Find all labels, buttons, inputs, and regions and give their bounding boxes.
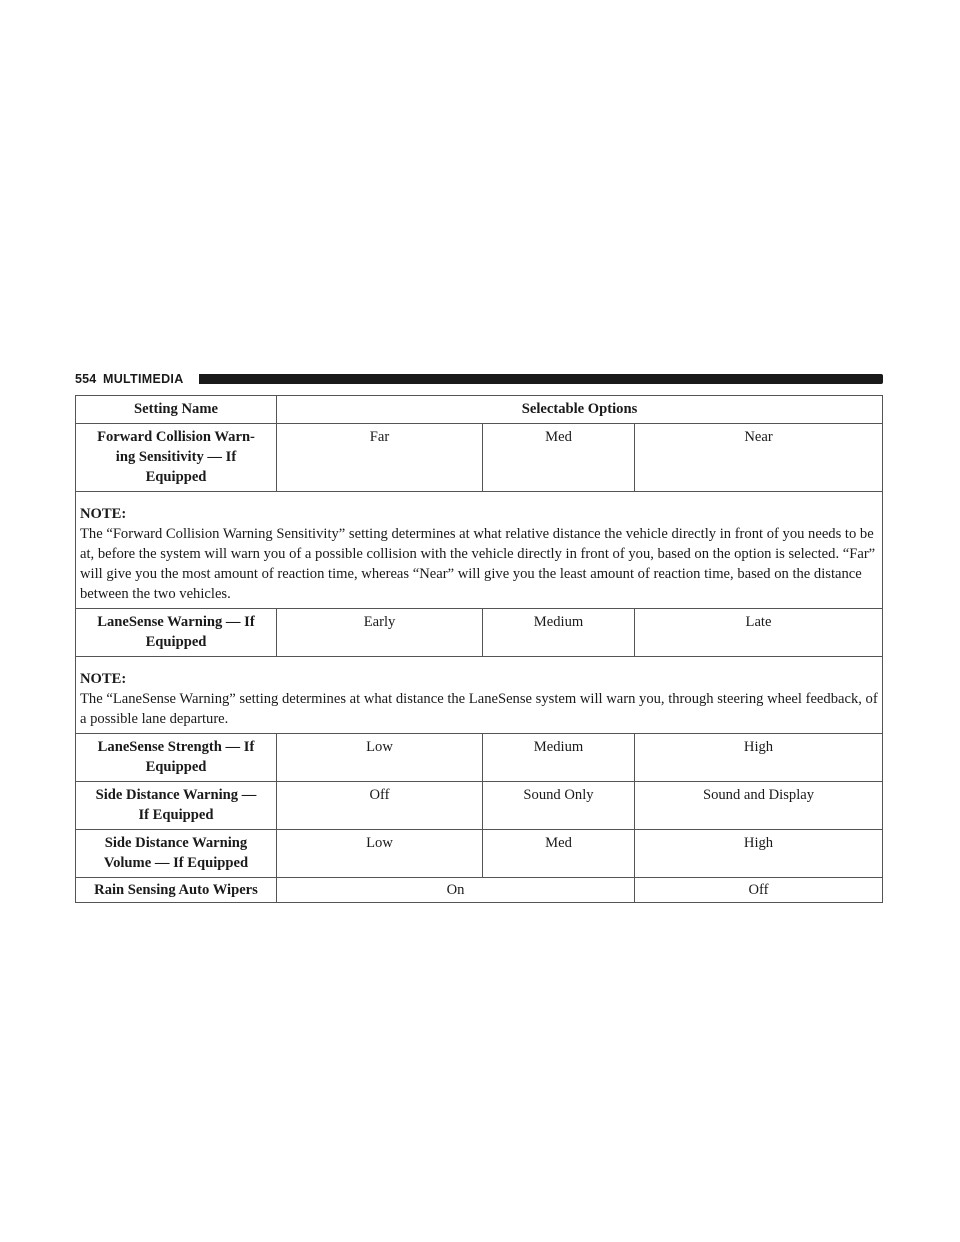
note-label: NOTE: — [80, 671, 127, 687]
option-early: Early — [277, 609, 483, 657]
setting-name-line: Volume — If Equipped — [103, 855, 249, 871]
setting-name-side-distance-volume — [76, 830, 277, 878]
header-setting-name: Setting Name — [76, 396, 277, 424]
setting-name-line: LaneSense Warning — If — [97, 614, 255, 630]
note-row-lanesense — [76, 657, 883, 734]
setting-name-lanesense-strength — [76, 734, 277, 782]
page-number: 554 — [75, 372, 97, 386]
option-med: Med — [483, 830, 635, 878]
table-row-side-distance-volume — [76, 830, 883, 878]
setting-name-forward-collision — [76, 424, 277, 492]
setting-name-side-distance-warning — [76, 782, 277, 830]
option-medium: Medium — [483, 734, 635, 782]
section-title: MULTIMEDIA — [103, 372, 184, 386]
setting-name-rain-sensing: Rain Sensing Auto Wipers — [76, 878, 277, 903]
note-text: The “Forward Collision Warning Sensitivity” setting determines at what relative distance the vehicle directly in front of you needs to be at, before the system will warn you of a possible collision with the vehicle directly in front of you, based on the option is selected. “Far” will give you the most amount of reaction time, whereas “Near” will give you the least amount of reaction time, based on the distance between the two vehicles. — [80, 526, 876, 602]
option-low: Low — [277, 734, 483, 782]
option-low: Low — [277, 830, 483, 878]
option-medium: Medium — [483, 609, 635, 657]
setting-name-line: Side Distance Warning — [104, 835, 248, 851]
table-row-lanesense-strength — [76, 734, 883, 782]
header-rule — [199, 374, 883, 384]
table-row-side-distance-warning — [76, 782, 883, 830]
option-off: Off — [635, 878, 883, 903]
settings-table — [75, 395, 883, 903]
option-sound-only: Sound Only — [483, 782, 635, 830]
setting-name-line: ing Sensitivity — If — [115, 449, 237, 465]
option-on: On — [277, 878, 635, 903]
option-off: Off — [277, 782, 483, 830]
option-high: High — [635, 734, 883, 782]
setting-name-line: Side Distance Warning — — [95, 787, 257, 803]
option-late: Late — [635, 609, 883, 657]
note-forward-collision — [76, 492, 883, 609]
table-row-rain-sensing — [76, 878, 883, 903]
option-sound-and-display: Sound and Display — [635, 782, 883, 830]
note-lanesense — [76, 657, 883, 734]
page-header — [75, 371, 883, 387]
setting-name-lanesense-warning — [76, 609, 277, 657]
setting-name-line: If Equipped — [138, 807, 214, 823]
option-far: Far — [277, 424, 483, 492]
note-text: The “LaneSense Warning” setting determines at what distance the LaneSense system will warn you, through steering wheel feedback, of a possible lane departure. — [80, 691, 878, 727]
table-row-forward-collision — [76, 424, 883, 492]
table-header-row — [76, 396, 883, 424]
setting-name-line: Forward Collision Warn- — [97, 429, 255, 445]
option-near: Near — [635, 424, 883, 492]
table-row-lanesense-warning — [76, 609, 883, 657]
setting-name-line: Equipped — [145, 759, 207, 775]
note-row-forward-collision — [76, 492, 883, 609]
option-high: High — [635, 830, 883, 878]
header-selectable-options: Selectable Options — [277, 396, 883, 424]
setting-name-line: Equipped — [145, 469, 207, 485]
setting-name-line: Equipped — [145, 634, 207, 650]
note-label: NOTE: — [80, 506, 127, 522]
option-med: Med — [483, 424, 635, 492]
setting-name-line: LaneSense Strength — If — [97, 739, 255, 755]
